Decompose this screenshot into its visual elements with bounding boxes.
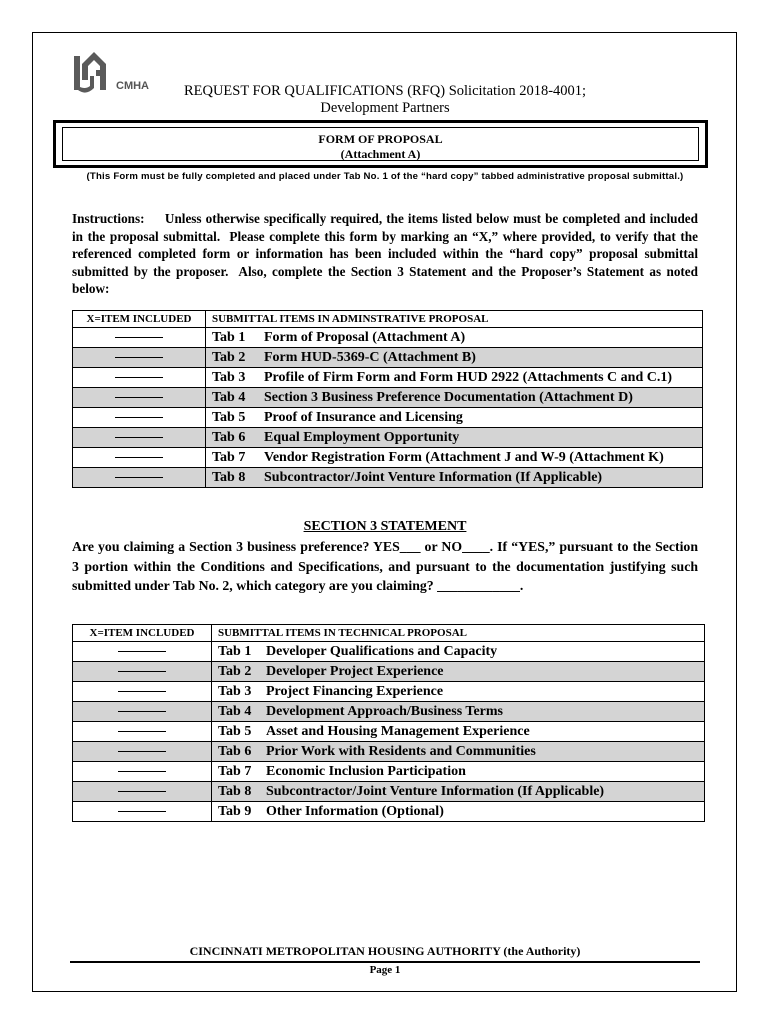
item-label: Profile of Firm Form and Form HUD 2922 (Attachments C and C.1) xyxy=(264,370,673,385)
tab-number: Tab 6 xyxy=(218,744,252,759)
table-row xyxy=(73,428,703,448)
item-label: Subcontractor/Joint Venture Information (If Applicable) xyxy=(266,784,605,799)
tab-number: Tab 7 xyxy=(212,450,246,465)
tab-number: Tab 5 xyxy=(218,724,252,739)
col-header-items: SUBMITTAL ITEMS IN ADMINSTRATIVE PROPOSAL xyxy=(206,311,703,328)
item-label: Form of Proposal (Attachment A) xyxy=(264,330,466,345)
check-field[interactable] xyxy=(73,328,206,348)
form-subtitle: (Attachment A) xyxy=(340,147,421,161)
logo-text: CMHA xyxy=(116,80,149,92)
tab-number: Tab 8 xyxy=(218,784,252,799)
rfq-title xyxy=(150,83,620,117)
title-line-1: REQUEST FOR QUALIFICATIONS (RFQ) Solicitation 2018-4001; xyxy=(183,83,587,99)
item-label: Prior Work with Residents and Communities xyxy=(266,744,536,759)
item-label: Equal Employment Opportunity xyxy=(264,430,460,445)
admin-items-table xyxy=(72,310,703,488)
footer-organization: CINCINNATI METROPOLITAN HOUSING AUTHORITY (the Authority) xyxy=(189,944,581,958)
check-field[interactable] xyxy=(73,428,206,448)
item-label: Asset and Housing Management Experience xyxy=(266,724,530,739)
form-title: FORM OF PROPOSAL xyxy=(318,132,443,146)
table-row xyxy=(73,642,705,662)
item-label: Vendor Registration Form (Attachment J and W-9 (Attachment K) xyxy=(264,450,664,465)
section3-body: Are you claiming a Section 3 business preference? YES___ or NO____. If “YES,” pursuant to the Section 3 portion within the Conditions and Specifications, and pursuant to the documentation justifying such submitted under Tab No. 2, which category are you claiming? ____________. xyxy=(72,539,698,593)
item-label: Proof of Insurance and Licensing xyxy=(264,410,463,425)
tab-number: Tab 6 xyxy=(212,430,246,445)
table-row xyxy=(73,702,705,722)
table-row xyxy=(73,348,703,368)
check-field[interactable] xyxy=(73,782,212,802)
section3-heading: SECTION 3 STATEMENT xyxy=(303,519,467,534)
check-field[interactable] xyxy=(73,642,212,662)
col-header-items: SUBMITTAL ITEMS IN TECHNICAL PROPOSAL xyxy=(212,625,705,642)
col-header-included: X=ITEM INCLUDED xyxy=(73,625,212,642)
check-field[interactable] xyxy=(73,742,212,762)
tab-number: Tab 9 xyxy=(218,804,252,819)
check-field[interactable] xyxy=(73,762,212,782)
check-field[interactable] xyxy=(73,802,212,822)
table-row xyxy=(73,388,703,408)
table-row xyxy=(73,328,703,348)
table-row xyxy=(73,408,703,428)
check-field[interactable] xyxy=(73,408,206,428)
check-field[interactable] xyxy=(73,448,206,468)
check-field[interactable] xyxy=(73,662,212,682)
check-field[interactable] xyxy=(73,702,212,722)
check-field[interactable] xyxy=(73,348,206,368)
check-field[interactable] xyxy=(73,468,206,488)
item-label: Form HUD-5369-C (Attachment B) xyxy=(264,350,476,365)
tab-number: Tab 2 xyxy=(212,350,246,365)
item-label: Other Information (Optional) xyxy=(266,804,444,819)
item-label: Developer Qualifications and Capacity xyxy=(266,644,498,659)
item-label: Development Approach/Business Terms xyxy=(266,704,503,719)
tab-number: Tab 1 xyxy=(212,330,246,345)
tab-number: Tab 1 xyxy=(218,644,252,659)
table-row xyxy=(73,448,703,468)
tab-number: Tab 8 xyxy=(212,470,246,485)
item-label: Project Financing Experience xyxy=(266,684,444,699)
table-header xyxy=(73,311,703,328)
table-row xyxy=(73,682,705,702)
table-row xyxy=(73,762,705,782)
tab-number: Tab 3 xyxy=(212,370,246,385)
title-line-2: Development Partners xyxy=(320,100,450,116)
tab-number: Tab 5 xyxy=(212,410,246,425)
check-field[interactable] xyxy=(73,388,206,408)
table-row xyxy=(73,742,705,762)
form-title-inner xyxy=(62,127,699,161)
check-field[interactable] xyxy=(73,682,212,702)
table-row xyxy=(73,802,705,822)
tech-items-table xyxy=(72,624,705,822)
form-note: (This Form must be fully completed and placed under Tab No. 1 of the “hard copy” tabbed administrative proposal submittal.) xyxy=(86,171,684,182)
item-label: Developer Project Experience xyxy=(266,664,444,679)
table-row xyxy=(73,722,705,742)
tab-number: Tab 3 xyxy=(218,684,252,699)
check-field[interactable] xyxy=(73,368,206,388)
table-header xyxy=(73,625,705,642)
col-header-included: X=ITEM INCLUDED xyxy=(73,311,206,328)
footer-divider xyxy=(70,961,700,963)
table-row xyxy=(73,782,705,802)
tab-number: Tab 4 xyxy=(212,390,246,405)
table-row xyxy=(73,662,705,682)
check-field[interactable] xyxy=(73,722,212,742)
form-title-box xyxy=(53,120,708,168)
item-label: Economic Inclusion Participation xyxy=(266,764,466,779)
item-label: Section 3 Business Preference Documentation (Attachment D) xyxy=(264,390,633,405)
table-row xyxy=(73,468,703,488)
tab-number: Tab 4 xyxy=(218,704,252,719)
tab-number: Tab 7 xyxy=(218,764,252,779)
tab-number: Tab 2 xyxy=(218,664,252,679)
instructions: Instructions: Unless otherwise specifically required, the items listed below must be completed and included in the proposal submittal. Please complete this form by marking an “X,” where provided, to verify that the referenced completed form or information has been included within the “hard copy” proposal submittal submitted by the proposer. Also, complete the Section 3 Statement and the Proposer’s Statement as noted below: xyxy=(72,211,698,296)
page-number: Page 1 xyxy=(369,964,401,976)
table-row xyxy=(73,368,703,388)
item-label: Subcontractor/Joint Venture Information (If Applicable) xyxy=(264,470,603,485)
